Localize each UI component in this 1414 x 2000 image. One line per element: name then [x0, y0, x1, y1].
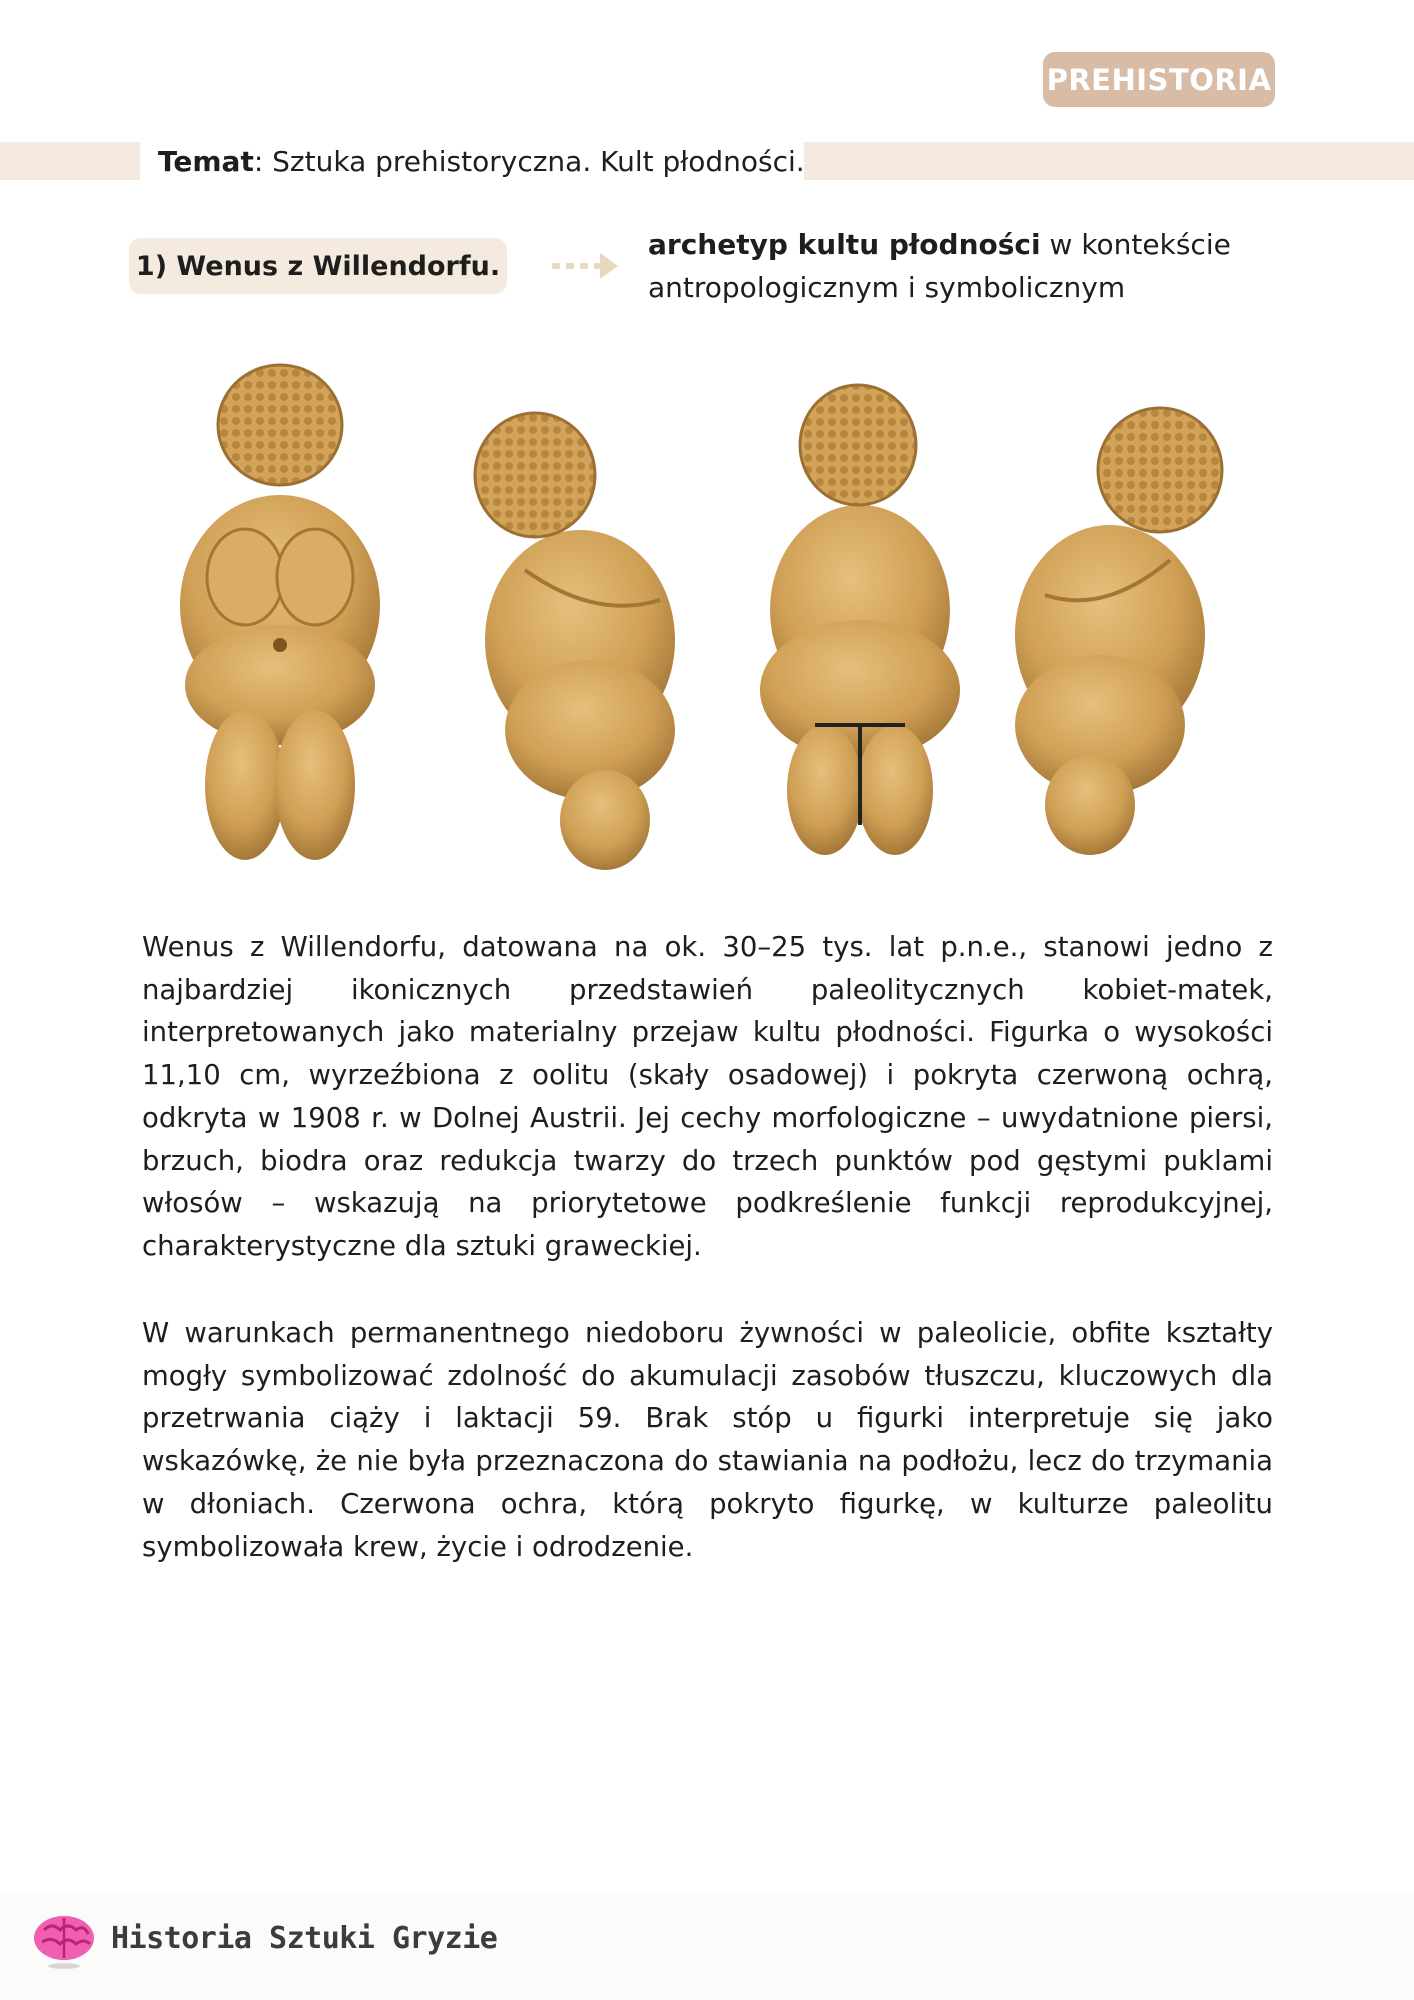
figure-gallery [170, 355, 1250, 875]
description-rest: w kontekście antropologicznym i symbolicznym [648, 228, 1231, 304]
brand-name: Historia Sztuki Gryzie [111, 1921, 498, 1956]
section-tag: PREHISTORIA [1043, 52, 1275, 107]
paragraph-description: Wenus z Willendorfu, datowana na ok. 30–25 tys. lat p.n.e., stanowi jedno z najbardziej ikonicznych przedstawień paleolitycznych kobiet-matek, interpretowanych jako materialny przejaw kultu płodności. Figurka o wysokości 11,10 cm, wyrzeźbiona z oolitu (skały osadowej) i pokryta czerwoną ochrą, odkryta w 1908 r. w Dolnej Austrii. Jej cechy morfologiczne – uwydatnione piersi, brzuch, biodra oraz redukcja twarzy do trzech punktów pod gęstymi puklami włosów – wskazują na priorytetowe podkreślenie funkcji reprodukcyjnej, charakterystyczne dla sztuki graweckiej. [142, 931, 1273, 1262]
venus-side-left-image [455, 400, 705, 880]
section-title: 1) Wenus z Willendorfu. [129, 238, 507, 294]
topic-text: : Sztuka prehistoryczna. Kult płodności. [253, 144, 805, 178]
venus-side-right-image [1005, 395, 1250, 875]
description-bold: archetyp kultu płodności [648, 228, 1041, 261]
dotted-arrow-icon [550, 248, 622, 284]
paragraph-interpretation: W warunkach permanentnego niedoboru żywności w paleolicie, obfite kształty mogły symbolizować zdolność do akumulacji zasobów tłuszczu, kluczowych dla przetrwania ciąży i laktacji 59. Brak stóp u figurki interpretuje się jako wskazówkę, że nie była przeznaczona do stawiania na podłożu, lecz do trzymania w dłoniach. Czerwona ochra, którą pokryto figurkę, w kulturze paleolitu symbolizowała krew, życie i odrodzenie. [142, 1317, 1273, 1563]
venus-back-image [730, 380, 990, 870]
brain-logo-icon [30, 1910, 98, 1970]
venus-front-image [170, 355, 440, 875]
topic-label: Temat [158, 144, 254, 178]
section-description [648, 223, 1268, 309]
topic-line [140, 136, 804, 186]
